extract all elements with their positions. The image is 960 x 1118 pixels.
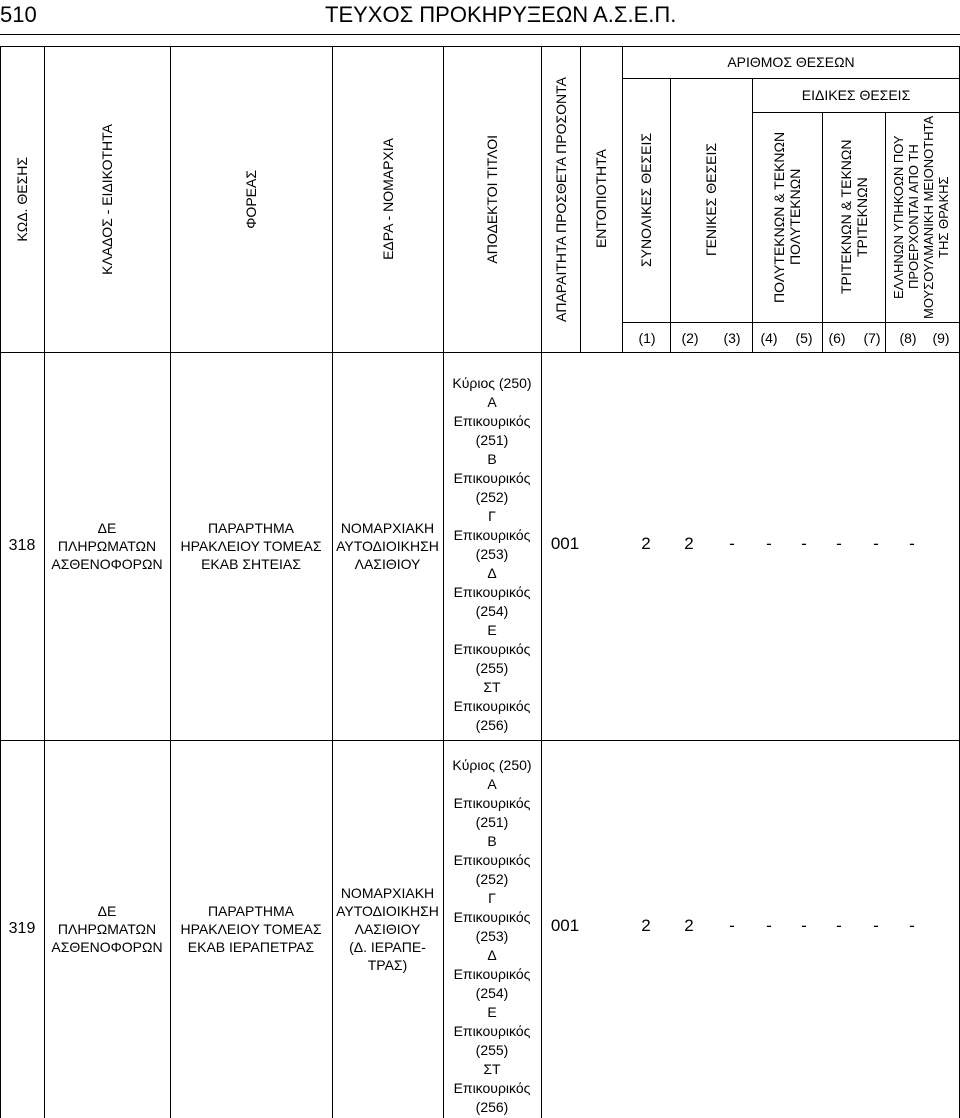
row-seat: ΝΟΜΑΡΧΙΑΚΗ ΑΥΤΟΔΙΟΙΚΗΣΗ ΛΑΣΙΘΙΟΥ (336, 520, 439, 572)
row-count: 2 (684, 916, 694, 935)
row-count: - (873, 534, 879, 553)
header-agency: ΦΟΡΕΑΣ (243, 169, 259, 229)
row-count: - (836, 534, 842, 553)
col-number: (9) (932, 330, 950, 346)
positions-table (0, 46, 960, 1118)
row-count: - (909, 916, 915, 935)
col-number: (3) (723, 330, 741, 346)
row-agency: ΠΑΡΑΡΤΗΜΑ ΗΡΑΚΛΕΙΟΥ ΤΟΜΕΑΣ ΕΚΑΒ ΣΗΤΕΙΑΣ (180, 520, 322, 572)
header-general: ΓΕΝΙΚΕΣ ΘΕΣΕΙΣ (703, 143, 719, 257)
row-branch: ΔΕ ΠΛΗΡΩΜΑΤΩΝ ΑΣΘΕΝΟΦΟΡΩΝ (51, 520, 163, 572)
journal-title: ΤΕΥΧΟΣ ΠΡΟΚΗΡΥΞΕΩΝ Α.Σ.Ε.Π. (325, 2, 677, 27)
col-number: (8) (899, 330, 917, 346)
row-locality: 001 (550, 916, 580, 935)
row-branch: ΔΕ ΠΛΗΡΩΜΑΤΩΝ ΑΣΘΕΝΟΦΟΡΩΝ (51, 903, 163, 955)
col-number: (5) (795, 330, 813, 346)
header-positions-group: ΑΡΙΘΜΟΣ ΘΕΣΕΩΝ (727, 54, 855, 70)
row-count: - (729, 916, 735, 935)
row-count: - (836, 916, 842, 935)
header-muslim-minority: ΕΛΛΗΝΩΝ ΥΠΗΚΟΩΝ ΠΟΥ ΠΡΟΕΡΧΟΝΤΑΙ ΑΠΟ ΤΗ ΜΟΥΣΟΥΛΜΑΝΙΚΗ ΜΕΙΟΝΟΤΗΤΑ ΤΗΣ ΘΡΑΚΗΣ (890, 115, 951, 319)
header-total: ΣΥΝΟΛΙΚΕΣ ΘΕΣΕΙΣ (638, 133, 654, 267)
row-count: - (873, 916, 879, 935)
row-count: - (729, 534, 735, 553)
header-titles: ΑΠΟΔΕΚΤΟΙ ΤΙΤΛΟΙ (484, 134, 500, 264)
header-three-child: ΤΡΙΤΕΚΝΩΝ & ΤΕΚΝΩΝ ΤΡΙΤΕΚΝΩΝ (837, 139, 870, 295)
row-count: 2 (641, 916, 651, 935)
row-locality: 001 (550, 534, 580, 553)
col-number: (4) (760, 330, 778, 346)
number-row-rule (622, 322, 960, 323)
col-number: (7) (863, 330, 881, 346)
row-count: - (909, 534, 915, 553)
row-count: 2 (684, 534, 694, 553)
header-large-family: ΠΟΛΥΤΕΚΝΩΝ & ΤΕΚΝΩΝ ΠΟΛΥΤΕΚΝΩΝ (771, 131, 803, 303)
row-code: 319 (8, 920, 36, 937)
row-agency: ΠΑΡΑΡΤΗΜΑ ΗΡΑΚΛΕΙΟΥ ΤΟΜΕΑΣ ΕΚΑΒ ΙΕΡΑΠΕΤΡΑΣ (180, 903, 322, 955)
header-rule (0, 34, 960, 35)
header-branch: ΚΛΑΔΟΣ - ΕΙΔΙΚΟΤΗΤΑ (99, 123, 115, 275)
row-titles: Κύριος (250) Α Επικουρικός (251) Β Επικουρικός (252) Γ Επικουρικός (253) Δ Επικουρικός (254) Ε Επικουρικός (255) ΣΤ Επικουρικός (256) (452, 375, 532, 733)
col-number: (6) (828, 330, 846, 346)
row-count: - (766, 534, 772, 553)
row-count: 2 (641, 534, 651, 553)
header-locality: ΕΝΤΟΠΙΟΤΗΤΑ (593, 149, 609, 249)
header-seat: ΕΔΡΑ - ΝΟΜΑΡΧΙΑ (379, 138, 396, 260)
row-count: - (801, 916, 807, 935)
row-count: - (801, 534, 807, 553)
row-seat: ΝΟΜΑΡΧΙΑΚΗ ΑΥΤΟΔΙΟΙΚΗΣΗ ΛΑΣΙΘΙΟΥ (Δ. ΙΕΡΑΠΕ- ΤΡΑΣ) (336, 885, 439, 973)
page-number: 510 (0, 2, 37, 27)
row-code: 318 (8, 537, 36, 554)
col-number: (1) (638, 330, 656, 346)
row-titles: Κύριος (250) Α Επικουρικός (251) Β Επικουρικός (252) Γ Επικουρικός (253) Δ Επικουρικός (254) Ε Επικουρικός (255) ΣΤ Επικουρικός (256) (452, 757, 532, 1115)
col-number: (2) (681, 330, 699, 346)
header-code: ΚΩΔ. ΘΕΣΗΣ (14, 156, 30, 242)
header-required: ΑΠΑΡΑΙΤΗΤΑ ΠΡΟΣΘΕΤΑ ΠΡΟΣΟΝΤΑ (552, 76, 569, 322)
header-special-group: ΕΙΔΙΚΕΣ ΘΕΣΕΙΣ (801, 87, 911, 103)
row-count: - (766, 916, 772, 935)
